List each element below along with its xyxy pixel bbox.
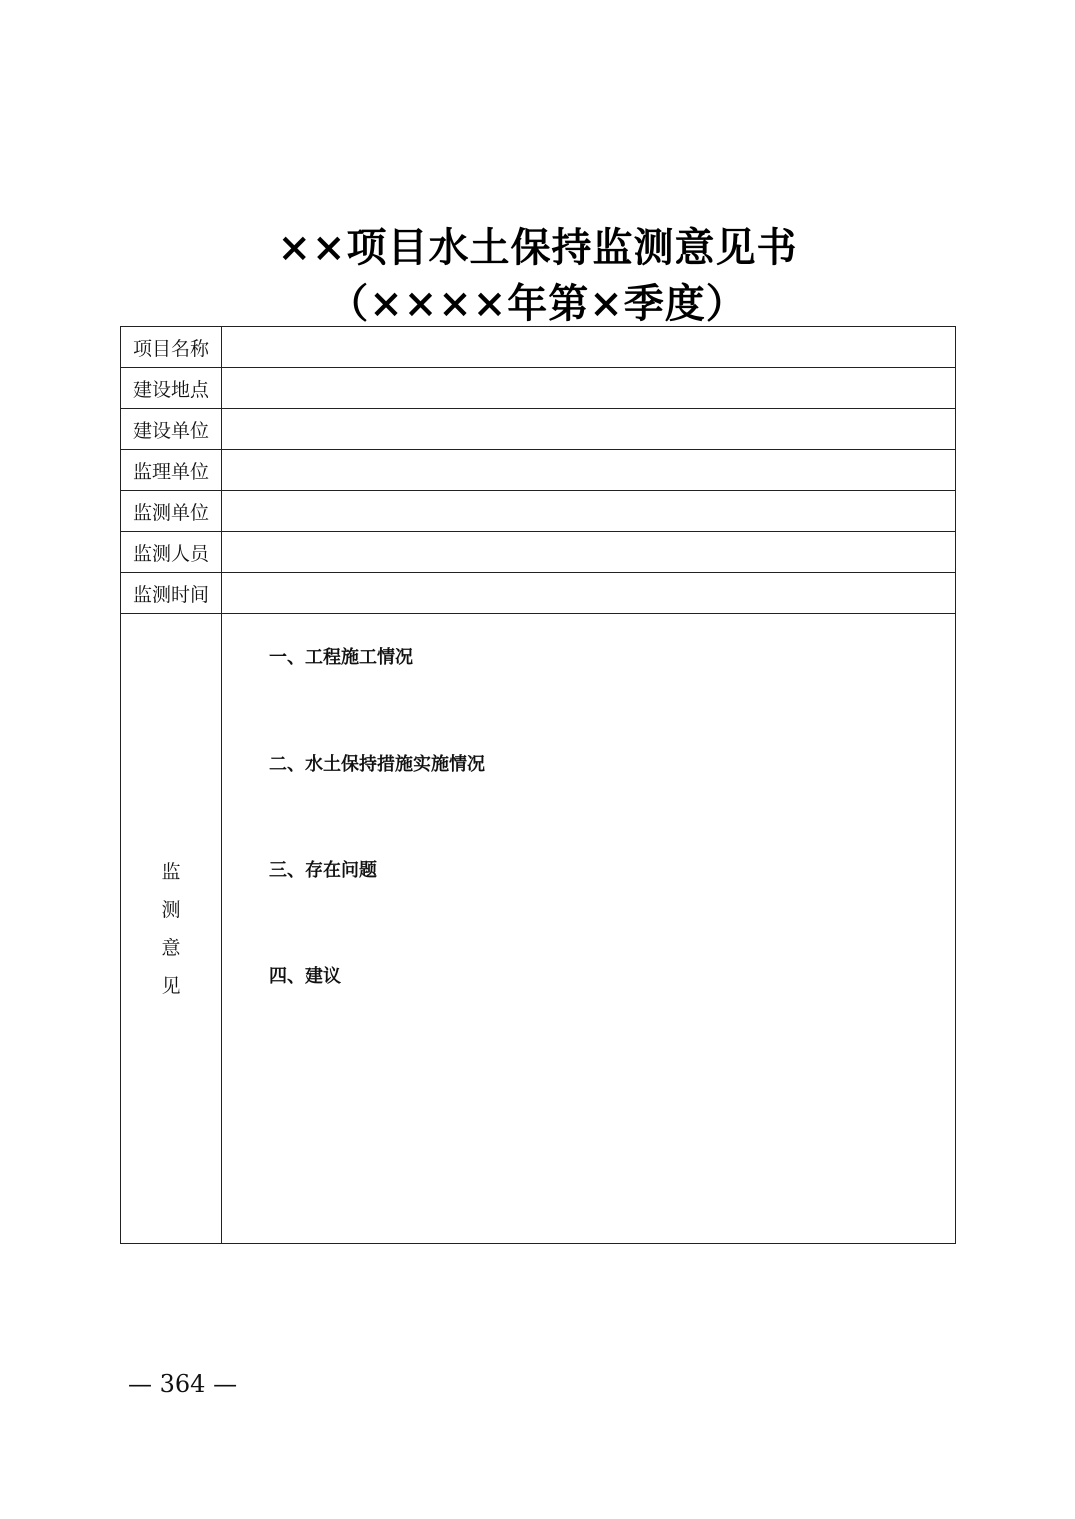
monitoring-time-field[interactable] bbox=[222, 573, 956, 614]
construction-unit-field[interactable] bbox=[222, 409, 956, 450]
location-field[interactable] bbox=[222, 368, 956, 409]
supervision-unit-field[interactable] bbox=[222, 450, 956, 491]
page-number: — 364 — bbox=[128, 1370, 238, 1398]
opinion-label bbox=[121, 614, 222, 1244]
row-label: 监测单位 bbox=[121, 491, 222, 532]
row-label: 监测人员 bbox=[121, 532, 222, 573]
section-heading-suggestions: 四、建议 bbox=[269, 966, 341, 987]
form-row-project-name bbox=[121, 327, 956, 368]
form-row-construction-unit bbox=[121, 409, 956, 450]
row-label: 项目名称 bbox=[121, 327, 222, 368]
document-title: ××项目水土保持监测意见书 bbox=[277, 224, 798, 271]
opinion-form-table bbox=[120, 326, 956, 1244]
monitoring-staff-field[interactable] bbox=[222, 532, 956, 573]
row-label: 监理单位 bbox=[121, 450, 222, 491]
row-label: 建设地点 bbox=[121, 368, 222, 409]
form-row-monitoring-time bbox=[121, 573, 956, 614]
form-row-monitoring-staff bbox=[121, 532, 956, 573]
form-row-opinion bbox=[121, 614, 956, 1244]
form-row-supervision-unit bbox=[121, 450, 956, 491]
section-heading-problems: 三、存在问题 bbox=[269, 860, 377, 881]
opinion-label-char: 测 bbox=[161, 898, 181, 921]
monitoring-unit-field[interactable] bbox=[222, 491, 956, 532]
opinion-label-char: 监 bbox=[161, 860, 181, 883]
project-name-field[interactable] bbox=[222, 327, 956, 368]
opinion-label-char: 意 bbox=[161, 936, 181, 959]
row-label: 监测时间 bbox=[121, 573, 222, 614]
section-heading-construction: 一、工程施工情况 bbox=[269, 647, 413, 668]
row-label: 建设单位 bbox=[121, 409, 222, 450]
opinion-body[interactable] bbox=[222, 614, 956, 1244]
section-heading-measures: 二、水土保持措施实施情况 bbox=[269, 754, 485, 775]
document-subtitle: （××××年第×季度） bbox=[328, 280, 747, 327]
form-row-monitoring-unit bbox=[121, 491, 956, 532]
form-row-location bbox=[121, 368, 956, 409]
opinion-label-char: 见 bbox=[161, 974, 181, 997]
